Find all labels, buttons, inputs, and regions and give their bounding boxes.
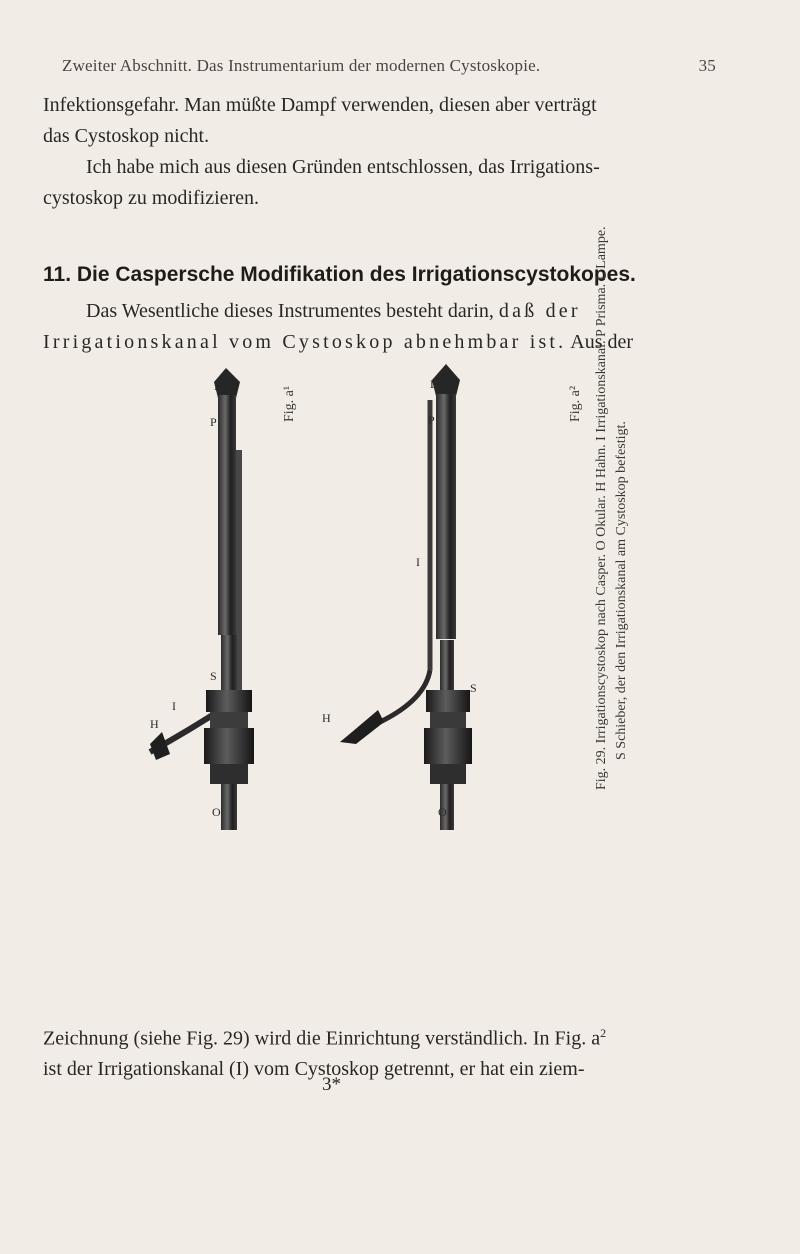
signature-mark: 3* [322,1074,341,1095]
text-line [43,1018,723,1054]
section-heading: 11. Die Caspersche Modifikation des Irrigationscystokopes. [43,263,636,286]
letter-S-a1: S [210,669,217,683]
letter-S-a2: S [470,681,477,695]
text-line: cystoskop zu modifizieren. [43,187,260,209]
text-segment: Zeichnung (siehe Fig. 29) wird die Einrichtung verständlich. In Fig. a [43,1027,601,1050]
letter-P-a1: P [210,415,217,429]
text-segment: Das Wesentliche dieses Instrumentes besteht darin, [86,300,494,322]
figure-label-a1: Fig. a¹ [282,385,297,422]
text-line: ist der Irrigationskanal (I) vom Cystoskop getrennt, er hat ein ziem- [43,1057,585,1080]
instrument-a2 [340,364,472,830]
letter-P-a2: P [428,413,435,427]
spaced-text: Irrigationskanal vom Cystoskop abnehmbar ist. [43,331,567,353]
running-head [62,56,716,76]
cystoscope-illustration [0,350,800,830]
text-line: Infektionsgefahr. Man müßte Dampf verwenden, diesen aber verträgt [43,94,597,116]
letter-I-a1: I [172,699,176,713]
intro-paragraph [43,90,721,214]
figure-caption-line1: Fig. 29. Irrigationscystoskop nach Casper. O Okular. H Hahn. I Irrigationskanal. P Prisma. L Lampe. [594,226,609,790]
letter-H-a2: H [322,711,331,725]
section-paragraph [43,296,721,358]
text-line [43,296,721,327]
letter-O-a2: O [438,805,447,819]
running-head-title: Zweiter Abschnitt. Das Instrumentarium der modernen Cystoskopie. [62,56,541,75]
continuation-paragraph [43,1018,723,1084]
superscript: 2 [600,1026,607,1040]
text-line: Ich habe mich aus diesen Gründen entschlossen, das Irrigations- [86,156,600,178]
text-segment: Aus der [570,331,634,353]
letter-L-a2: L [430,377,438,391]
figure-caption-line2: S Schieber, der den Irrigationskanal am Cystoskop befestigt. [614,421,629,760]
text-line: das Cystoskop nicht. [43,125,210,147]
letter-O-a1: O [212,805,221,819]
letter-I-a2: I [416,555,420,569]
spaced-text: daß der [498,300,581,322]
instrument-a1 [150,368,254,830]
page-number: 35 [698,56,716,75]
figure-label-a2: Fig. a² [568,385,583,422]
letter-L-a1: L [214,379,222,393]
letter-H-a1: H [150,717,159,731]
